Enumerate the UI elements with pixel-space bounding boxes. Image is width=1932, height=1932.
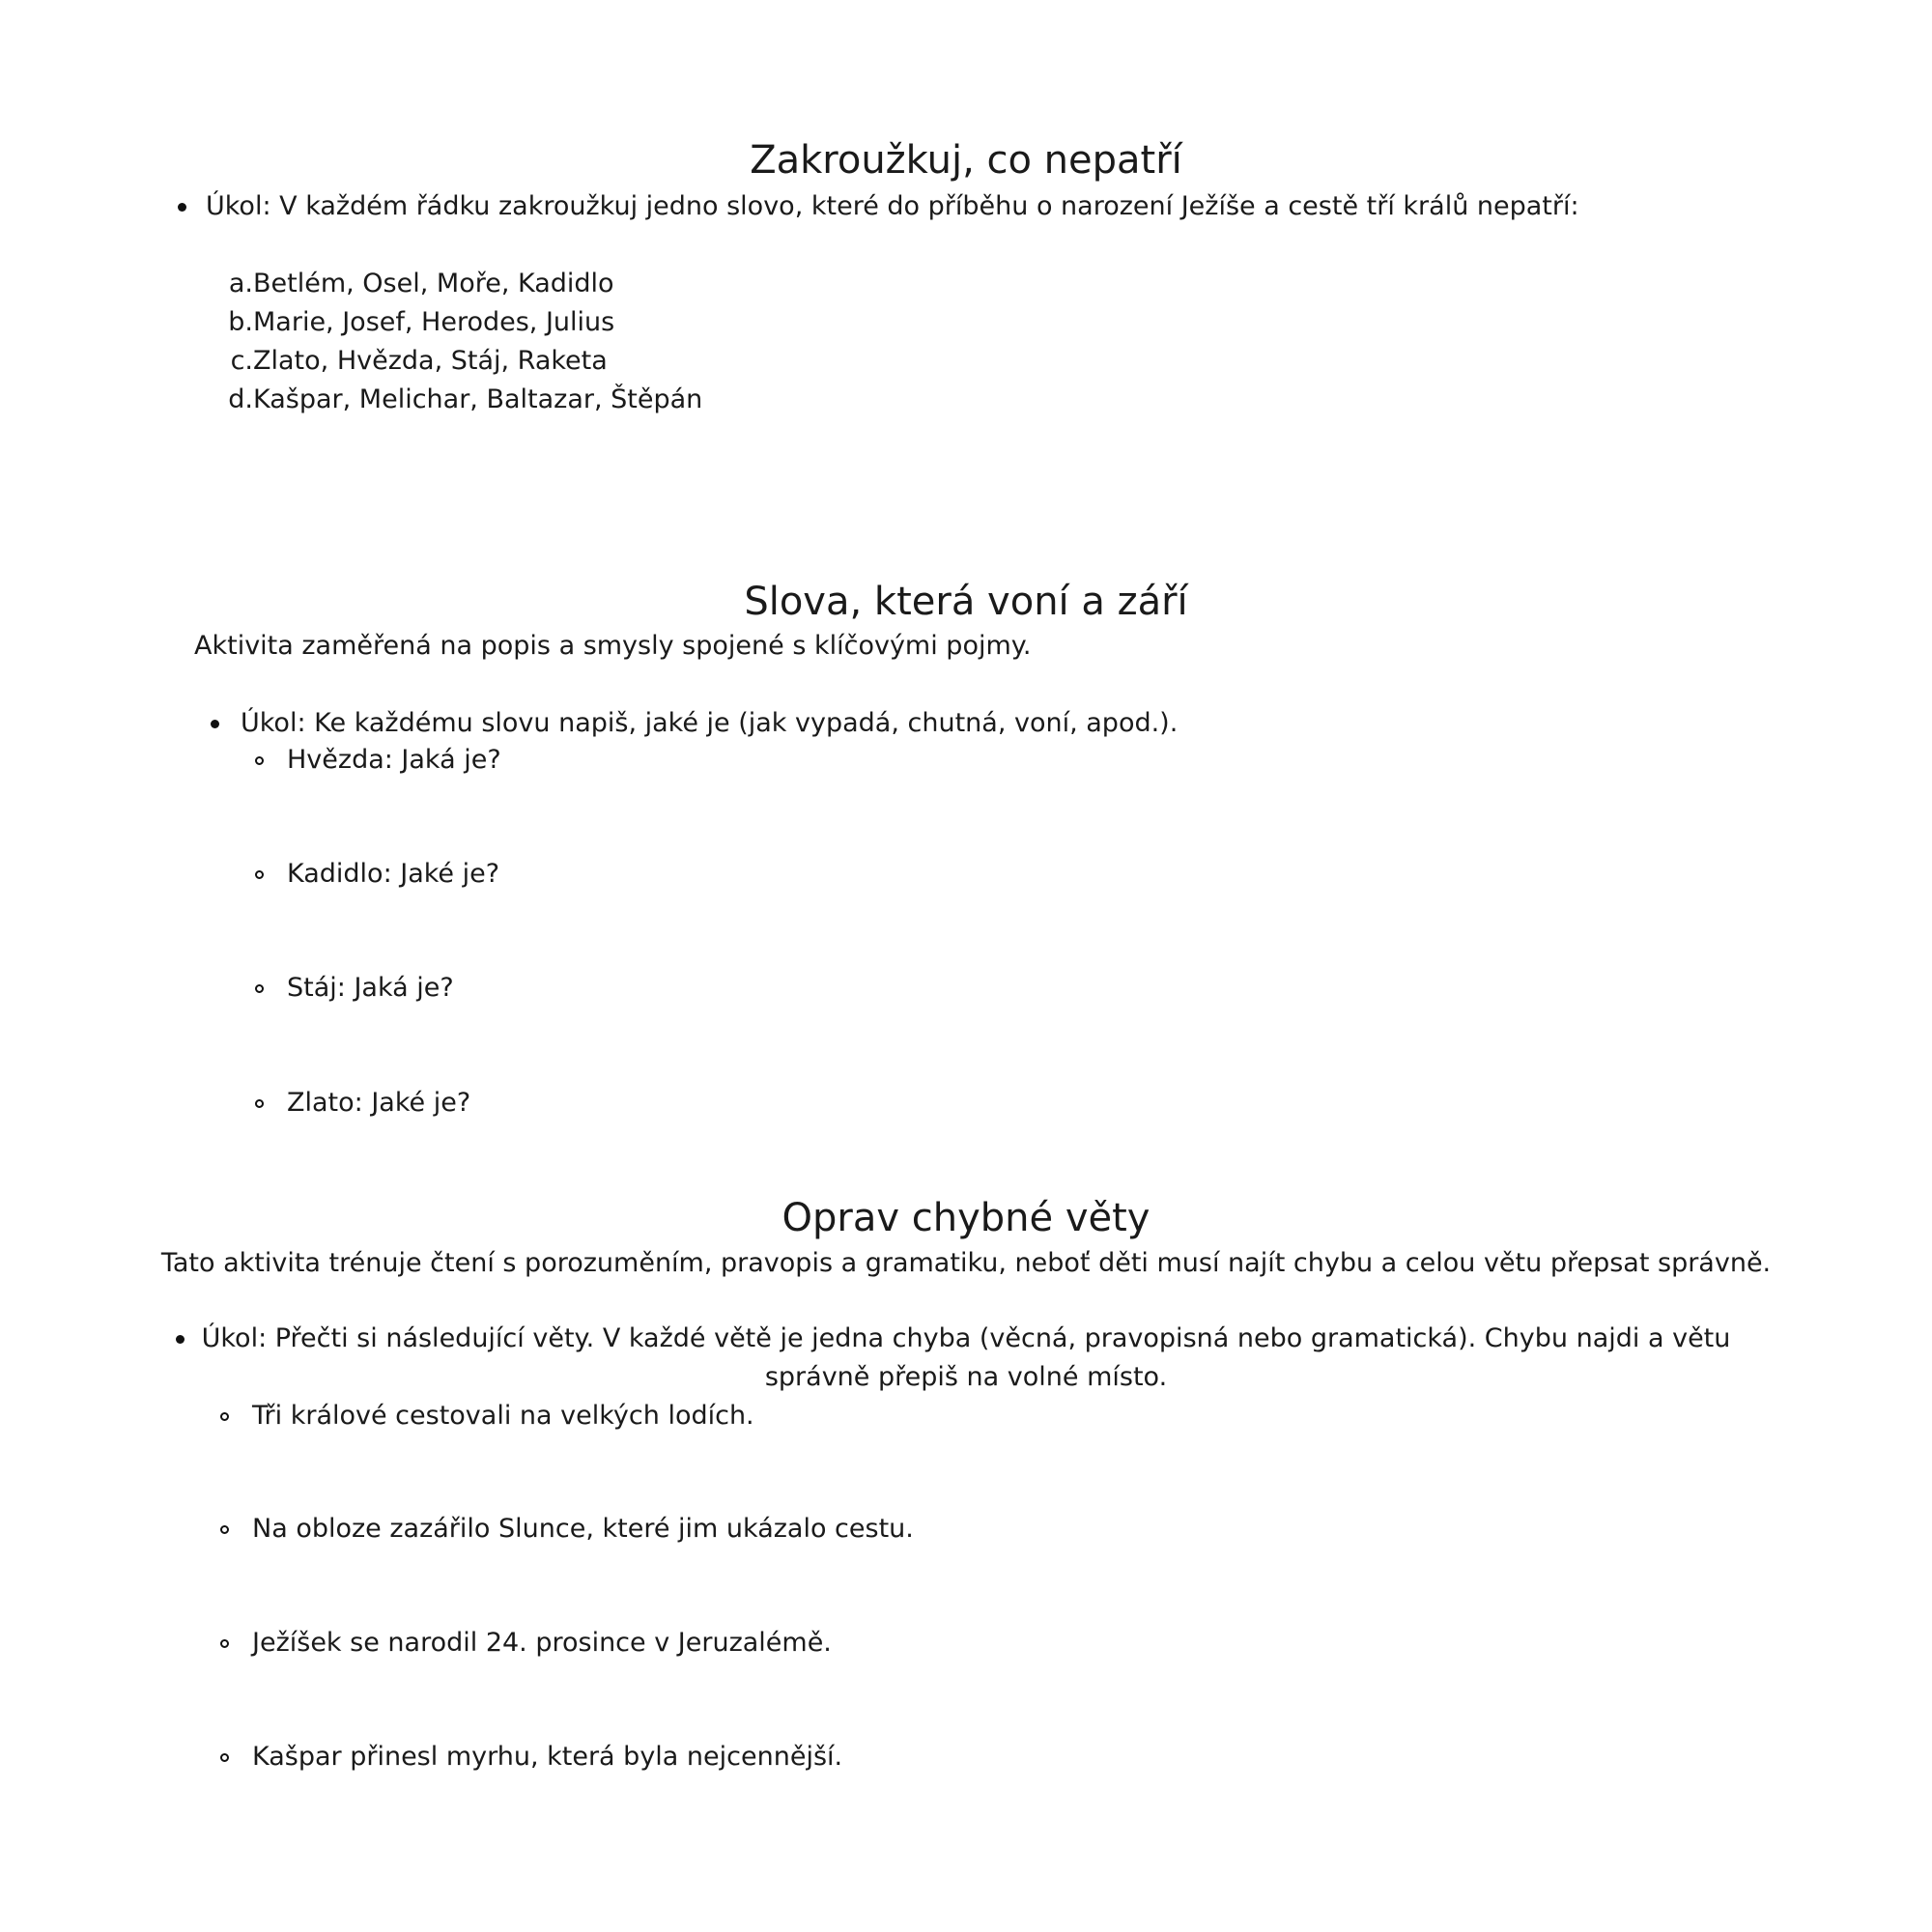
section1-task: Úkol: V každém řádku zakroužkuj jedno slovo, které do příběhu o narození Ježíše a cestě tří králů nepatří:: [206, 191, 1579, 221]
circle-bullet-icon: [220, 1639, 229, 1648]
section3-task-line1: Úkol: Přečti si následující věty. V každé větě je jedna chyba (věcná, pravopisná nebo gramatická). Chybu najdi a větu: [201, 1323, 1731, 1353]
section2-subtitle: Aktivita zaměřená na popis a smysly spojené s klíčovými pojmy.: [194, 631, 1032, 661]
list-marker: c.: [230, 346, 253, 376]
section3-task-line2: správně přepiš na volné místo.: [764, 1362, 1168, 1392]
list-item: Betlém, Osel, Moře, Kadidlo: [253, 269, 614, 298]
section2-title: Slova, která voní a září: [744, 580, 1188, 624]
list-item: Zlato: Jaké je?: [287, 1088, 471, 1118]
list-item: Na obloze zazářilo Slunce, které jim ukázalo cestu.: [252, 1514, 914, 1544]
circle-bullet-icon: [220, 1525, 229, 1534]
section1-title: Zakroužkuj, co nepatří: [750, 138, 1182, 183]
circle-bullet-icon: [255, 756, 264, 765]
list-item: Ježíšek se narodil 24. prosince v Jeruzalémě.: [252, 1628, 832, 1658]
list-item: Stáj: Jaká je?: [287, 973, 454, 1003]
list-item: Zlato, Hvězda, Stáj, Raketa: [253, 346, 608, 376]
bullet-icon: [211, 720, 219, 728]
section3-subtitle: Tato aktivita trénuje čtení s porozuměním, pravopis a gramatiku, neboť děti musí najít chybu a celou větu přepsat správně.: [160, 1248, 1772, 1278]
list-marker: b.: [228, 307, 253, 337]
list-item: Tři králové cestovali na velkých lodích.: [252, 1401, 754, 1431]
bullet-icon: [178, 203, 186, 212]
list-item: Kašpar přinesl myrhu, která byla nejcennější.: [252, 1742, 843, 1772]
section2-task: Úkol: Ke každému slovu napiš, jaké je (jak vypadá, chutná, voní, apod.).: [241, 708, 1179, 738]
list-marker: d.: [228, 384, 253, 414]
list-item: Marie, Josef, Herodes, Julius: [253, 307, 615, 337]
circle-bullet-icon: [220, 1753, 229, 1762]
circle-bullet-icon: [220, 1412, 229, 1421]
circle-bullet-icon: [255, 1099, 264, 1108]
circle-bullet-icon: [255, 870, 264, 879]
list-marker: a.: [228, 269, 253, 298]
list-item: Kašpar, Melichar, Baltazar, Štěpán: [253, 384, 703, 414]
section3-title: Oprav chybné věty: [781, 1196, 1151, 1240]
circle-bullet-icon: [255, 984, 264, 993]
list-item: Hvězda: Jaká je?: [287, 745, 501, 775]
list-item: Kadidlo: Jaké je?: [287, 859, 500, 889]
